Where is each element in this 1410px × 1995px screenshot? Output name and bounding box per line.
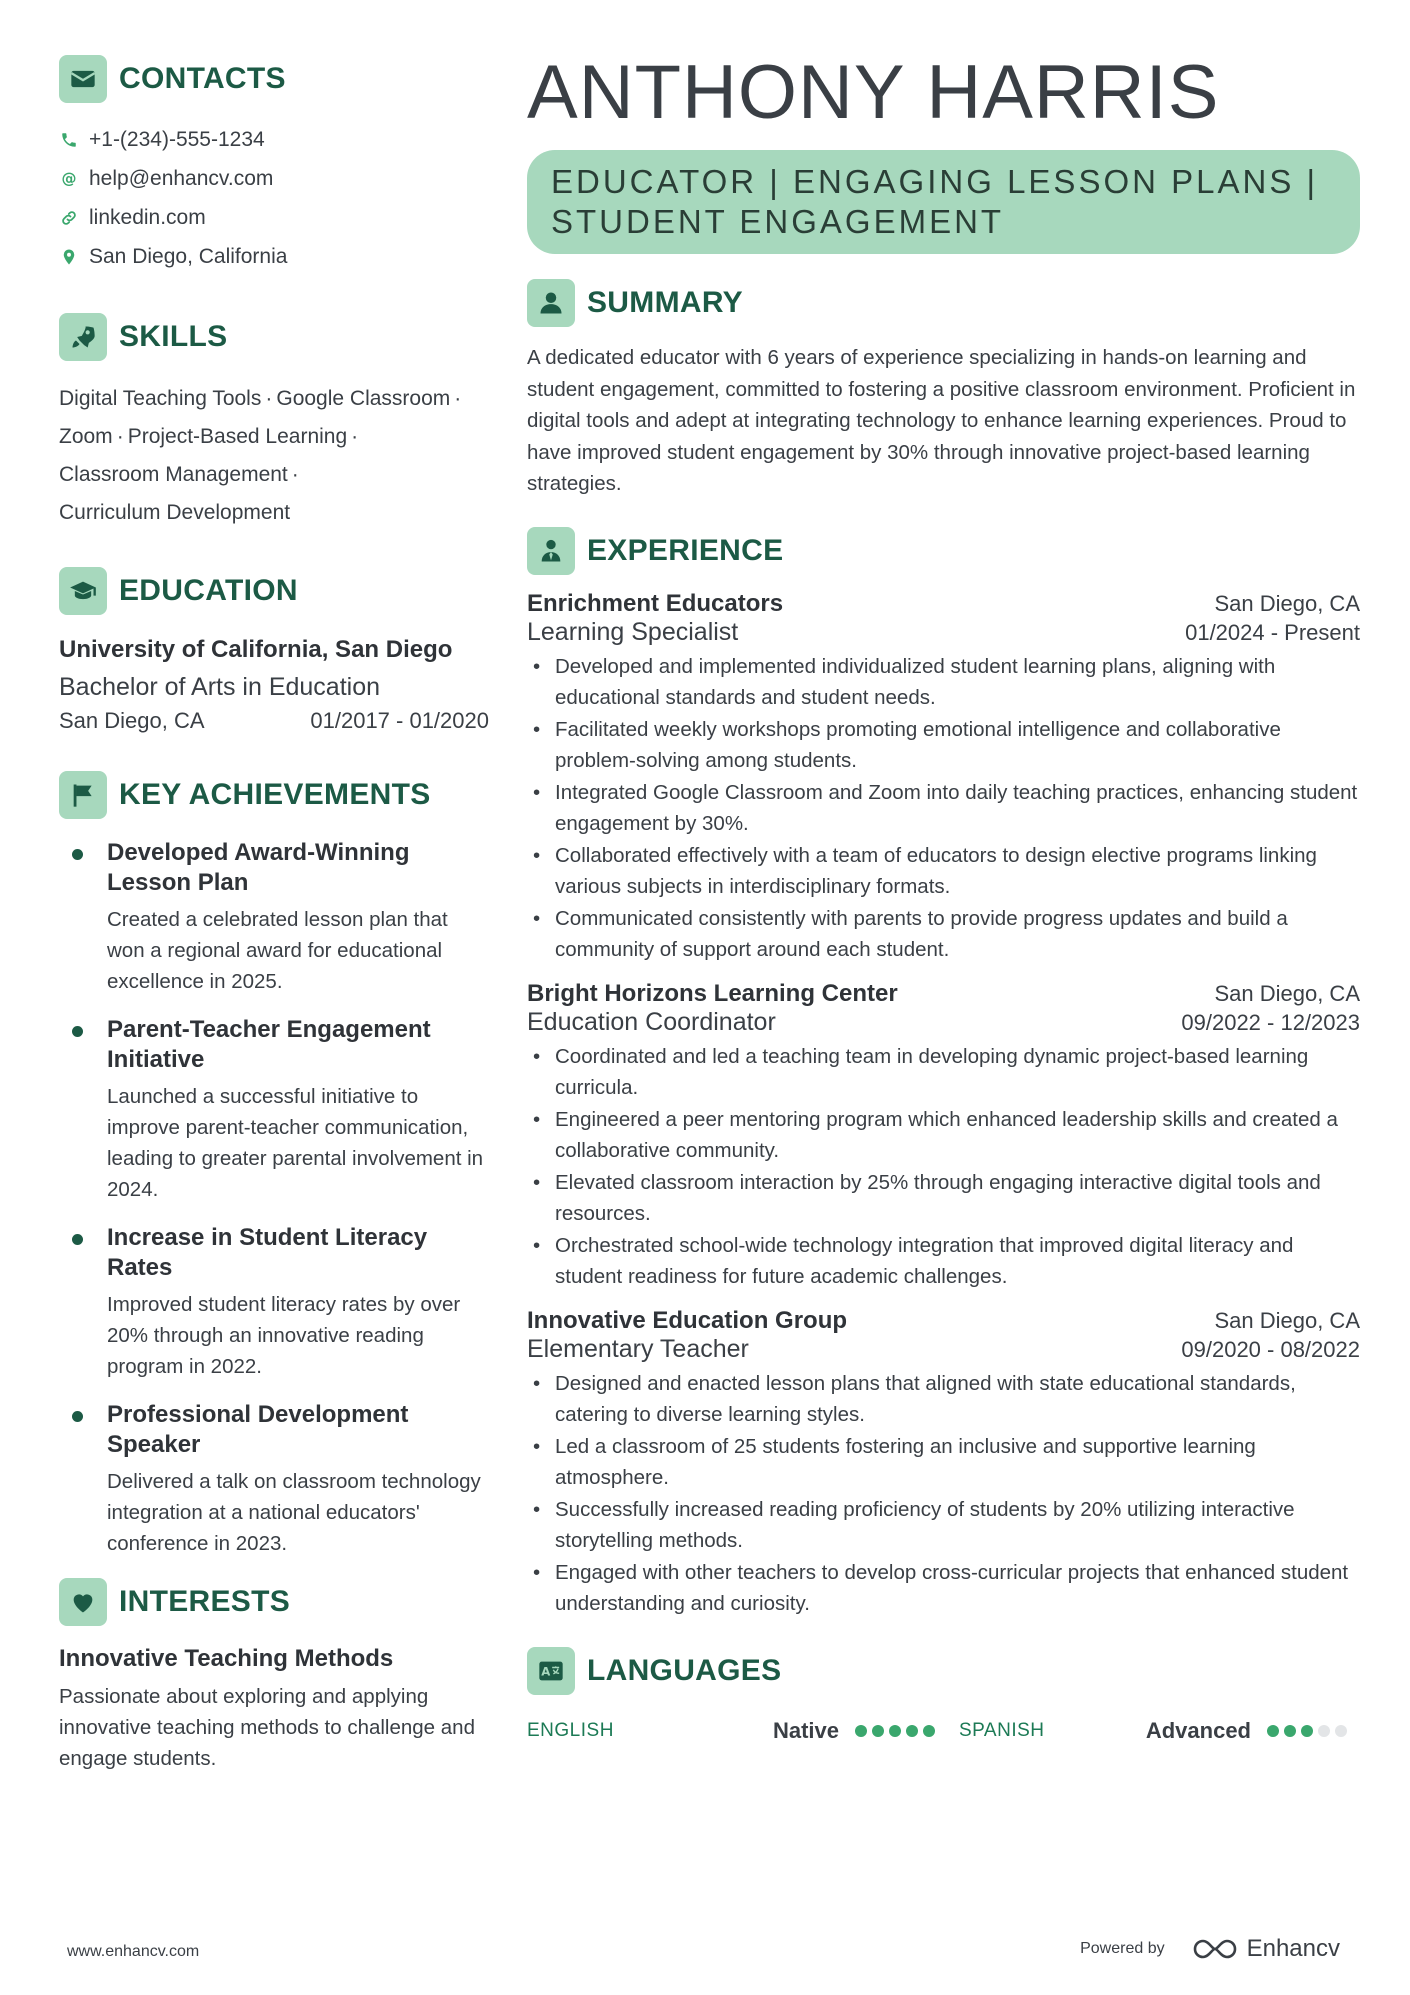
edu-degree: Bachelor of Arts in Education	[59, 673, 381, 701]
job-bullet: • Orchestrated school-wide technology integration that improved digital literacy and student readiness for future academic challenges.	[527, 1230, 1360, 1293]
achievement-item	[59, 1223, 489, 1382]
rocket-icon	[59, 313, 107, 361]
job-location: San Diego, CA	[1214, 1307, 1360, 1333]
proficiency-dot	[1284, 1725, 1296, 1737]
experience-title: EXPERIENCE	[587, 533, 784, 567]
job-bullet: • Designed and enacted lesson plans that aligned with state educational standards, catering to diverse learning styles.	[527, 1368, 1360, 1431]
edu-location: San Diego, CA	[59, 708, 205, 733]
job-entry	[527, 980, 1360, 1293]
skill-item: Curriculum Development	[59, 501, 291, 524]
interests-title: INTERESTS	[119, 1585, 291, 1618]
proficiency-dot	[1318, 1725, 1330, 1737]
bullet-dot	[72, 1234, 83, 1245]
job-bullet: • Coordinated and led a teaching team in developing dynamic project-based learning curricula.	[527, 1041, 1360, 1104]
job-role-row	[527, 1008, 1360, 1037]
location-text: San Diego, California	[89, 244, 288, 268]
skill-item: Digital Teaching Tools	[59, 387, 262, 410]
language-item	[527, 1718, 959, 1744]
job-role: Education Coordinator	[527, 1007, 776, 1036]
contacts-header	[59, 54, 489, 104]
skill-separator: ·	[454, 387, 462, 410]
job-role: Learning Specialist	[527, 617, 739, 646]
skill-separator: ·	[291, 463, 299, 486]
translate-icon	[527, 1647, 575, 1695]
languages-list	[527, 1718, 1360, 1744]
job-dates: 01/2024 - Present	[1185, 619, 1360, 645]
interests-header	[59, 1577, 489, 1627]
proficiency-dot	[923, 1725, 935, 1737]
job-entry	[527, 1307, 1360, 1620]
job-company: Enrichment Educators	[527, 589, 784, 617]
job-bullet: • Facilitated weekly workshops promoting emotional intelligence and collaborative problem-solving among students.	[527, 714, 1360, 777]
proficiency-dot	[889, 1725, 901, 1737]
achievement-title: Professional Development Speaker	[107, 1401, 409, 1458]
job-bullets	[527, 651, 1360, 966]
skills-list	[59, 380, 489, 532]
experience-header	[527, 526, 1360, 576]
language-level: Native	[772, 1717, 839, 1743]
proficiency-dot	[1335, 1725, 1347, 1737]
skill-separator: ·	[116, 425, 124, 448]
job-bullet: • Successfully increased reading proficiency of students by 20% utilizing interactive storytelling methods.	[527, 1494, 1360, 1557]
achievements-title: KEY ACHIEVEMENTS	[119, 778, 431, 811]
right-column	[527, 48, 1360, 1744]
language-level: Advanced	[1145, 1717, 1251, 1743]
contacts-title: CONTACTS	[119, 62, 286, 95]
heart-icon	[59, 1578, 107, 1626]
language-dots	[855, 1725, 940, 1737]
flag-icon	[59, 771, 107, 819]
contact-email	[59, 159, 489, 198]
job-role: Elementary Teacher	[527, 1334, 749, 1363]
email-text[interactable]: help@enhancv.com	[89, 166, 274, 190]
contact-link	[59, 198, 489, 237]
skill-item: Zoom	[59, 425, 113, 448]
job-bullet: • Engineered a peer mentoring program which enhanced leadership skills and created a collaborative community.	[527, 1104, 1360, 1167]
job-company: Bright Horizons Learning Center	[527, 979, 898, 1007]
skills-header	[59, 312, 489, 362]
user-icon	[527, 279, 575, 327]
education-title: EDUCATION	[119, 574, 298, 607]
svg-text:A: A	[541, 1664, 551, 1679]
proficiency-dot	[906, 1725, 918, 1737]
edu-school: University of California, San Diego	[59, 636, 453, 663]
skills-title: SKILLS	[119, 320, 228, 353]
job-bullet: • Collaborated effectively with a team of educators to design elective programs linking various subjects in interdisciplinary formats.	[527, 840, 1360, 903]
language-dots	[1267, 1725, 1352, 1737]
phone-text: +1-(234)-555-1234	[89, 127, 265, 151]
link-icon	[59, 208, 79, 228]
graduation-cap-icon	[59, 567, 107, 615]
svg-text:@: @	[61, 169, 77, 187]
interest-desc: Passionate about exploring and applying innovative teaching methods to challenge and engage students.	[59, 1685, 475, 1770]
skill-item: Google Classroom	[276, 387, 451, 410]
achievements-list	[59, 838, 489, 1559]
job-role-row	[527, 1335, 1360, 1364]
skill-item: Classroom Management	[59, 463, 288, 486]
job-company: Innovative Education Group	[527, 1306, 848, 1334]
job-header-row	[527, 1307, 1360, 1335]
job-location: San Diego, CA	[1214, 590, 1360, 616]
language-name: SPANISH	[959, 1719, 1045, 1741]
languages-header	[527, 1646, 1360, 1696]
achievement-desc: Launched a successful initiative to improve parent-teacher communication, leading to greater parental involvement in 2024.	[107, 1085, 484, 1201]
left-column	[59, 54, 489, 1774]
edu-meta	[59, 708, 489, 734]
edu-dates: 01/2017 - 01/2020	[310, 708, 489, 733]
achievement-desc: Improved student literacy rates by over 20% through an innovative reading program in 2022.	[107, 1293, 461, 1378]
at-icon	[59, 169, 79, 189]
achievement-title: Increase in Student Literacy Rates	[107, 1224, 428, 1281]
achievement-item	[59, 838, 489, 997]
contact-list	[59, 120, 489, 276]
achievement-desc: Delivered a talk on classroom technology integration at a national educators' conference in 2023.	[107, 1470, 481, 1555]
summary-text: A dedicated educator with 6 years of experience specializing in hands-on learning and student engagement, committed to fostering a positive classroom environment. Proficient in digital tools and adept at integrating technology to enhance learning experiences. Proud to have improved student engagement by 30% through innovative project-based learning strategies.	[527, 346, 1356, 495]
job-dates: 09/2020 - 08/2022	[1181, 1336, 1360, 1362]
achievement-item	[59, 1400, 489, 1559]
proficiency-dot	[1267, 1725, 1279, 1737]
job-bullet: • Integrated Google Classroom and Zoom into daily teaching practices, enhancing student engagement by 30%.	[527, 777, 1360, 840]
enhancv-logo-icon	[1191, 1936, 1239, 1962]
education-header	[59, 566, 489, 616]
interest-title: Innovative Teaching Methods	[59, 1645, 394, 1672]
bullet-dot	[72, 1026, 83, 1037]
skill-separator: ·	[351, 425, 359, 448]
skill-separator: ·	[265, 387, 273, 410]
achievement-desc: Created a celebrated lesson plan that won a regional award for educational excellence in 2025.	[107, 908, 448, 993]
achievement-title: Developed Award-Winning Lesson Plan	[107, 839, 410, 896]
job-bullet: • Developed and implemented individualized student learning plans, aligning with educational standards and student needs.	[527, 651, 1360, 714]
map-pin-icon	[59, 247, 79, 267]
briefcase-user-icon	[527, 527, 575, 575]
proficiency-dot	[872, 1725, 884, 1737]
candidate-name: ANTHONY HARRIS	[527, 50, 1220, 135]
language-name: ENGLISH	[527, 1719, 614, 1741]
job-bullet: • Led a classroom of 25 students fostering an inclusive and supportive learning atmosphere.	[527, 1431, 1360, 1494]
bullet-dot	[72, 1411, 83, 1422]
powered-by-text: Powered by	[1080, 1940, 1165, 1957]
job-dates: 09/2022 - 12/2023	[1181, 1009, 1360, 1035]
skill-item: Project-Based Learning	[127, 425, 348, 448]
job-bullet: • Engaged with other teachers to develop cross-curricular projects that enhanced student understanding and curiosity.	[527, 1557, 1360, 1620]
enhancv-logo[interactable]	[1191, 1935, 1340, 1963]
bullet-dot	[72, 849, 83, 860]
phone-icon	[59, 130, 79, 150]
proficiency-dot	[855, 1725, 867, 1737]
summary-title: SUMMARY	[587, 286, 743, 319]
job-location: San Diego, CA	[1214, 980, 1360, 1006]
job-entry	[527, 590, 1360, 966]
job-bullets	[527, 1041, 1360, 1293]
envelope-icon	[59, 55, 107, 103]
brand-name: Enhancv	[1246, 1935, 1340, 1962]
footer-branding	[1080, 1935, 1340, 1963]
job-bullets	[527, 1368, 1360, 1620]
languages-title: LANGUAGES	[587, 1653, 782, 1687]
footer-website[interactable]: www.enhancv.com	[67, 1943, 200, 1960]
job-role-row	[527, 618, 1360, 647]
education-entry	[59, 634, 489, 734]
summary-header	[527, 278, 1360, 328]
contact-location	[59, 237, 489, 276]
achievement-title: Parent-Teacher Engagement Initiative	[107, 1016, 431, 1073]
tagline-banner: EDUCATOR | ENGAGING LESSON PLANS | STUDENT ENGAGEMENT	[527, 150, 1360, 254]
job-bullet: • Elevated classroom interaction by 25% through engaging interactive digital tools and resources.	[527, 1167, 1360, 1230]
job-header-row	[527, 980, 1360, 1008]
contact-phone	[59, 120, 489, 159]
link-text[interactable]: linkedin.com	[89, 205, 206, 229]
job-header-row	[527, 590, 1360, 618]
interest-entry	[59, 1645, 489, 1774]
proficiency-dot	[1301, 1725, 1313, 1737]
achievements-header	[59, 770, 489, 820]
language-item	[959, 1718, 1360, 1744]
job-bullet: • Communicated consistently with parents to provide progress updates and build a community of support around each student.	[527, 903, 1360, 966]
achievement-item	[59, 1015, 489, 1205]
